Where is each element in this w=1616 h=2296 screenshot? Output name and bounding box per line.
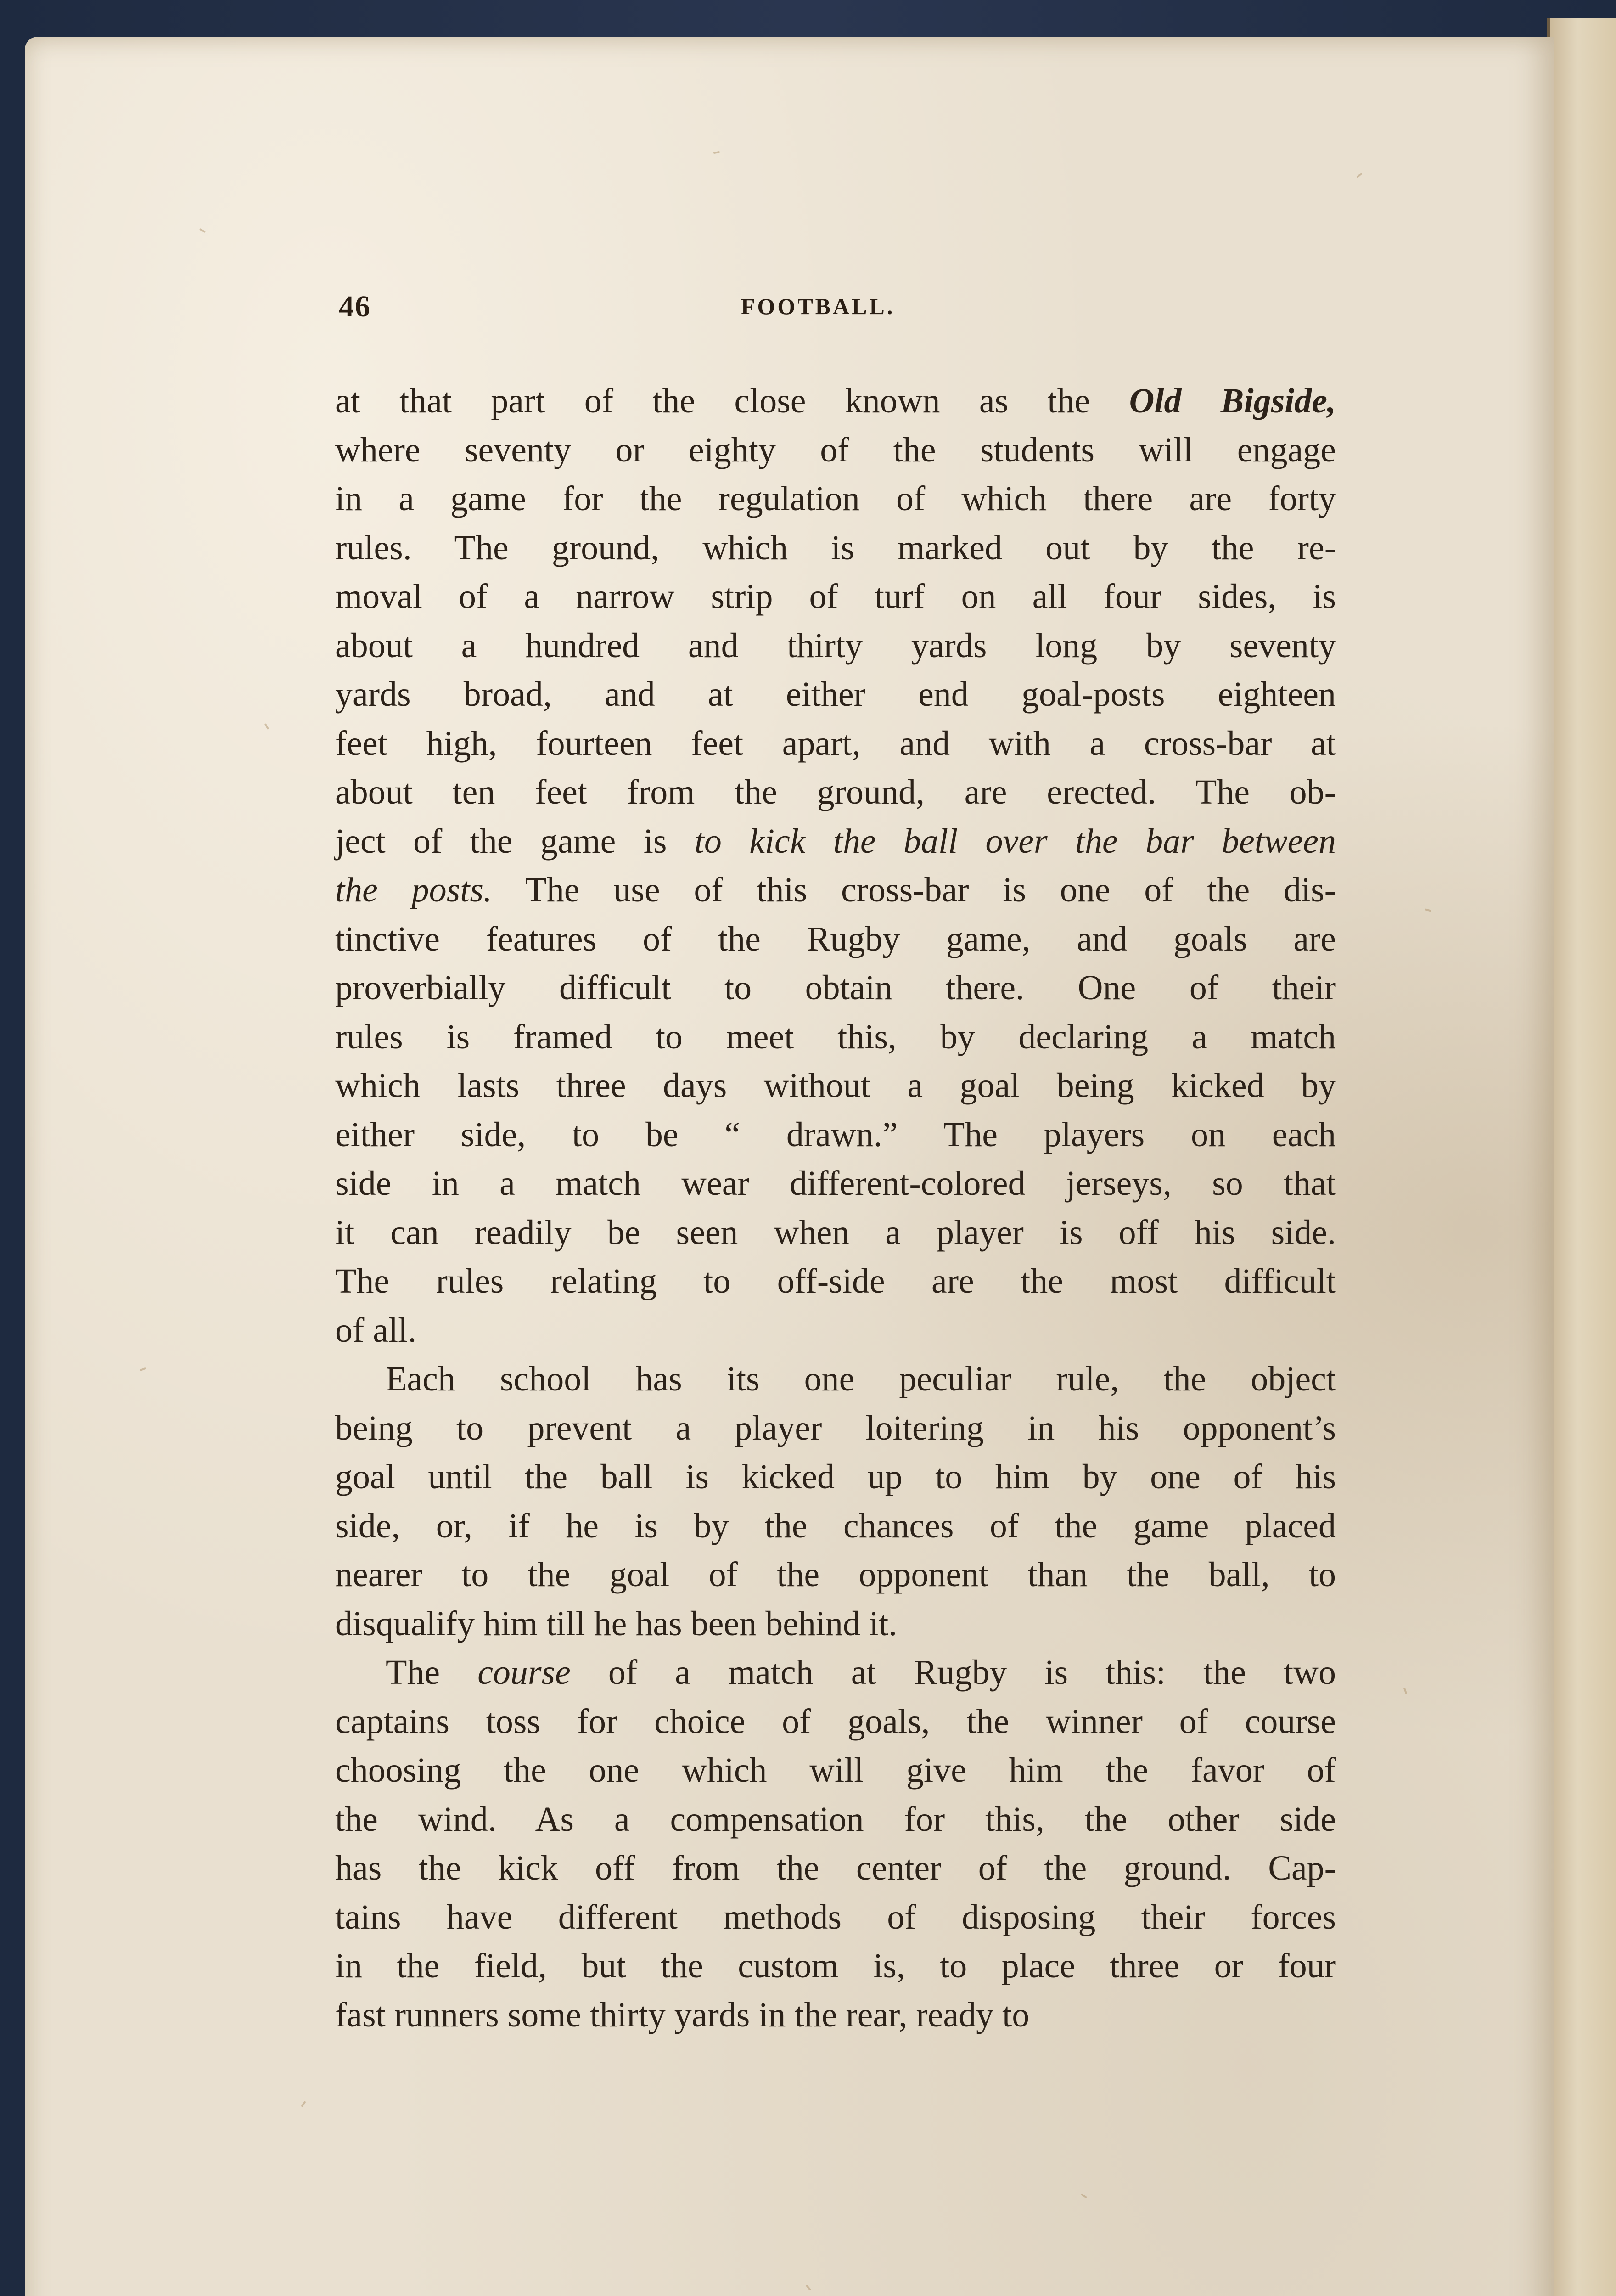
text-line xyxy=(335,1991,1336,2040)
text-run: the wind. As a compensation for this, the other side xyxy=(335,1800,1336,1839)
text-run: proverbially difficult to obtain there. One of their xyxy=(335,968,1336,1007)
text-run: rules. The ground, which is marked out by the re- xyxy=(335,528,1336,567)
text-run: The rules relating to off-side are the most difficult xyxy=(335,1262,1336,1300)
text-run: Each school has its one peculiar rule, the object xyxy=(386,1360,1336,1398)
text-line xyxy=(335,1257,1336,1306)
paragraph xyxy=(335,1355,1336,1648)
body-text xyxy=(335,377,1336,2039)
paper-fleck xyxy=(199,228,206,233)
text-line xyxy=(335,866,1336,915)
text-line xyxy=(335,1355,1336,1404)
text-line xyxy=(335,1502,1336,1551)
text-line xyxy=(335,523,1336,573)
paragraph xyxy=(335,1648,1336,2039)
text-run: of a match at Rugby is this: the two xyxy=(570,1653,1336,1692)
text-run: goal until the ball is kicked up to him by one of his xyxy=(335,1458,1336,1496)
text-run: about ten feet from the ground, are erected. The ob- xyxy=(335,773,1336,811)
paper-fleck xyxy=(1403,1688,1408,1694)
text-line xyxy=(335,1404,1336,1453)
text-line xyxy=(335,377,1336,426)
text-line xyxy=(335,474,1336,523)
text-run: The xyxy=(386,1653,478,1692)
text-line xyxy=(335,1746,1336,1795)
text-line xyxy=(335,768,1336,817)
text-run: captains toss for choice of goals, the winner of course xyxy=(335,1702,1336,1741)
text-run: at that part of the close known as the xyxy=(335,382,1129,420)
running-head: FOOTBALL. xyxy=(741,293,895,319)
text-run: yards broad, and at either end goal-posts eighteen xyxy=(335,675,1336,714)
text-run: of all. xyxy=(335,1311,417,1350)
text-line xyxy=(335,915,1336,964)
text-line xyxy=(335,719,1336,768)
text-run: ject of the game is xyxy=(335,822,695,861)
text-run: which lasts three days without a goal being kicked by xyxy=(335,1066,1336,1105)
text-run: disqualify him till he has been behind it. xyxy=(335,1604,898,1643)
text-line xyxy=(335,670,1336,719)
text-run: either side, to be “ drawn.” The players on each xyxy=(335,1115,1336,1154)
text-run: tains have different methods of disposing their forces xyxy=(335,1897,1336,1936)
text-line xyxy=(335,1844,1336,1893)
text-run: where seventy or eighty of the students will engage xyxy=(335,430,1336,469)
text-line xyxy=(335,1208,1336,1257)
emphasis-text: to kick the ball over the bar between xyxy=(694,822,1336,861)
text-run: about a hundred and thirty yards long by seventy xyxy=(335,626,1336,665)
paragraph xyxy=(335,377,1336,1355)
paper-fleck xyxy=(264,723,269,730)
text-line xyxy=(335,963,1336,1013)
paper-fleck xyxy=(140,1367,146,1372)
paper-fleck xyxy=(301,2101,306,2107)
paper-fleck xyxy=(1081,2193,1087,2198)
text-line xyxy=(335,1599,1336,1649)
text-run: nearer to the goal of the opponent than the ball, to xyxy=(335,1555,1336,1594)
facing-page-edge xyxy=(1547,18,1616,2296)
text-line xyxy=(335,1159,1336,1208)
text-run: choosing the one which will give him the favor of xyxy=(335,1751,1336,1790)
text-line xyxy=(335,572,1336,621)
text-line xyxy=(335,621,1336,670)
text-run: feet high, fourteen feet apart, and with a cross-bar at xyxy=(335,724,1336,763)
text-line xyxy=(335,1648,1336,1697)
text-line xyxy=(335,1452,1336,1502)
text-run: has the kick off from the center of the ground. Cap- xyxy=(335,1849,1336,1887)
text-line xyxy=(335,1306,1336,1355)
text-run: fast runners some thirty yards in the rear, ready to xyxy=(335,1995,1030,2034)
text-line xyxy=(335,426,1336,475)
text-run: being to prevent a player loitering in his opponent’s xyxy=(335,1408,1336,1447)
emphasis-text: course xyxy=(477,1653,571,1692)
text-line xyxy=(335,1697,1336,1746)
text-run: in the field, but the custom is, to place three or four xyxy=(335,1947,1336,1985)
paper-fleck xyxy=(713,151,720,154)
text-line xyxy=(335,1795,1336,1844)
text-run: side, or, if he is by the chances of the game placed xyxy=(335,1506,1336,1545)
text-line xyxy=(335,1013,1336,1062)
paper-fleck xyxy=(1425,908,1432,912)
page-header xyxy=(339,289,1340,326)
emphasis-text: the posts. xyxy=(335,871,492,909)
text-line xyxy=(335,1941,1336,1991)
text-line xyxy=(335,817,1336,866)
text-run: side in a match wear different-colored jerseys, so that xyxy=(335,1164,1336,1203)
text-run: tinctive features of the Rugby game, and goals are xyxy=(335,919,1336,958)
text-run: rules is framed to meet this, by declaring a match xyxy=(335,1017,1336,1056)
text-run: in a game for the regulation of which there are forty xyxy=(335,479,1336,518)
page-number: 46 xyxy=(339,290,371,323)
text-run: it can readily be seen when a player is off his side. xyxy=(335,1213,1336,1252)
paper-fleck xyxy=(1356,173,1362,178)
text-line xyxy=(335,1061,1336,1110)
emphasis-text: Old Bigside, xyxy=(1129,382,1336,420)
text-line xyxy=(335,1550,1336,1599)
text-run: moval of a narrow strip of turf on all four sides, is xyxy=(335,577,1336,616)
text-run: The use of this cross-bar is one of the dis- xyxy=(492,871,1336,909)
text-line xyxy=(335,1110,1336,1159)
paper-fleck xyxy=(806,2285,811,2290)
text-line xyxy=(335,1893,1336,1942)
